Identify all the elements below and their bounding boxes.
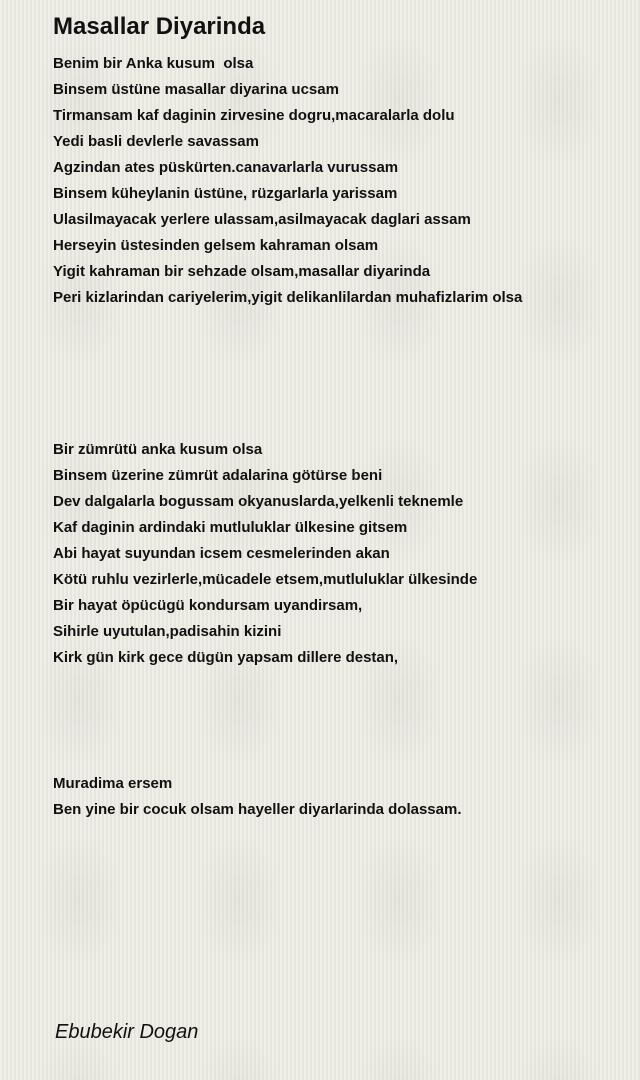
poem-line: Binsem üzerine zümrüt adalarina götürse beni (53, 467, 383, 484)
poem-line: Kaf daginin ardindaki mutluluklar ülkesine gitsem (53, 519, 408, 536)
stanza-2 (53, 437, 623, 671)
poem-title: Masallar Diyarinda (53, 13, 266, 40)
poem-page (53, 0, 623, 1080)
stanza-1 (53, 51, 623, 311)
poem-line: Ulasilmayacak yerlere ulassam,asilmayacak daglari assam (53, 211, 471, 228)
poem-line: Peri kizlarindan cariyelerim,yigit delikanlilardan muhafizlarim olsa (53, 289, 523, 306)
poem-line: Ben yine bir cocuk olsam hayeller diyarlarinda dolassam. (53, 801, 462, 818)
poem-line: Yigit kahraman bir sehzade olsam,masallar diyarinda (53, 263, 431, 280)
poem-line: Dev dalgalarla bogussam okyanuslarda,yelkenli teknemle (53, 493, 464, 510)
poem-line: Sihirle uyutulan,padisahin kizini (53, 623, 282, 640)
stanza-3 (53, 771, 623, 823)
poem-line: Herseyin üstesinden gelsem kahraman olsam (53, 237, 379, 254)
poem-line: Benim bir Anka kusum olsa (53, 55, 254, 72)
poem-line: Tirmansam kaf daginin zirvesine dogru,macaralarla dolu (53, 107, 455, 124)
poem-line: Bir hayat öpücügü kondursam uyandirsam, (53, 597, 363, 614)
poem-line: Muradima ersem (53, 775, 173, 792)
poem-line: Kirk gün kirk gece dügün yapsam dillere destan, (53, 649, 399, 666)
poem-line: Abi hayat suyundan icsem cesmelerinden akan (53, 545, 390, 562)
poem-line: Binsem küheylanin üstüne, rüzgarlarla yarissam (53, 185, 398, 202)
poem-line: Agzindan ates püskürten.canavarlarla vurussam (53, 159, 399, 176)
poem-line: Binsem üstüne masallar diyarina ucsam (53, 81, 339, 98)
poem-author: Ebubekir Dogan (55, 1021, 199, 1043)
poem-line: Yedi basli devlerle savassam (53, 133, 259, 150)
poem-line: Bir zümrütü anka kusum olsa (53, 441, 263, 458)
poem-line: Kötü ruhlu vezirlerle,mücadele etsem,mutluluklar ülkesinde (53, 571, 478, 588)
